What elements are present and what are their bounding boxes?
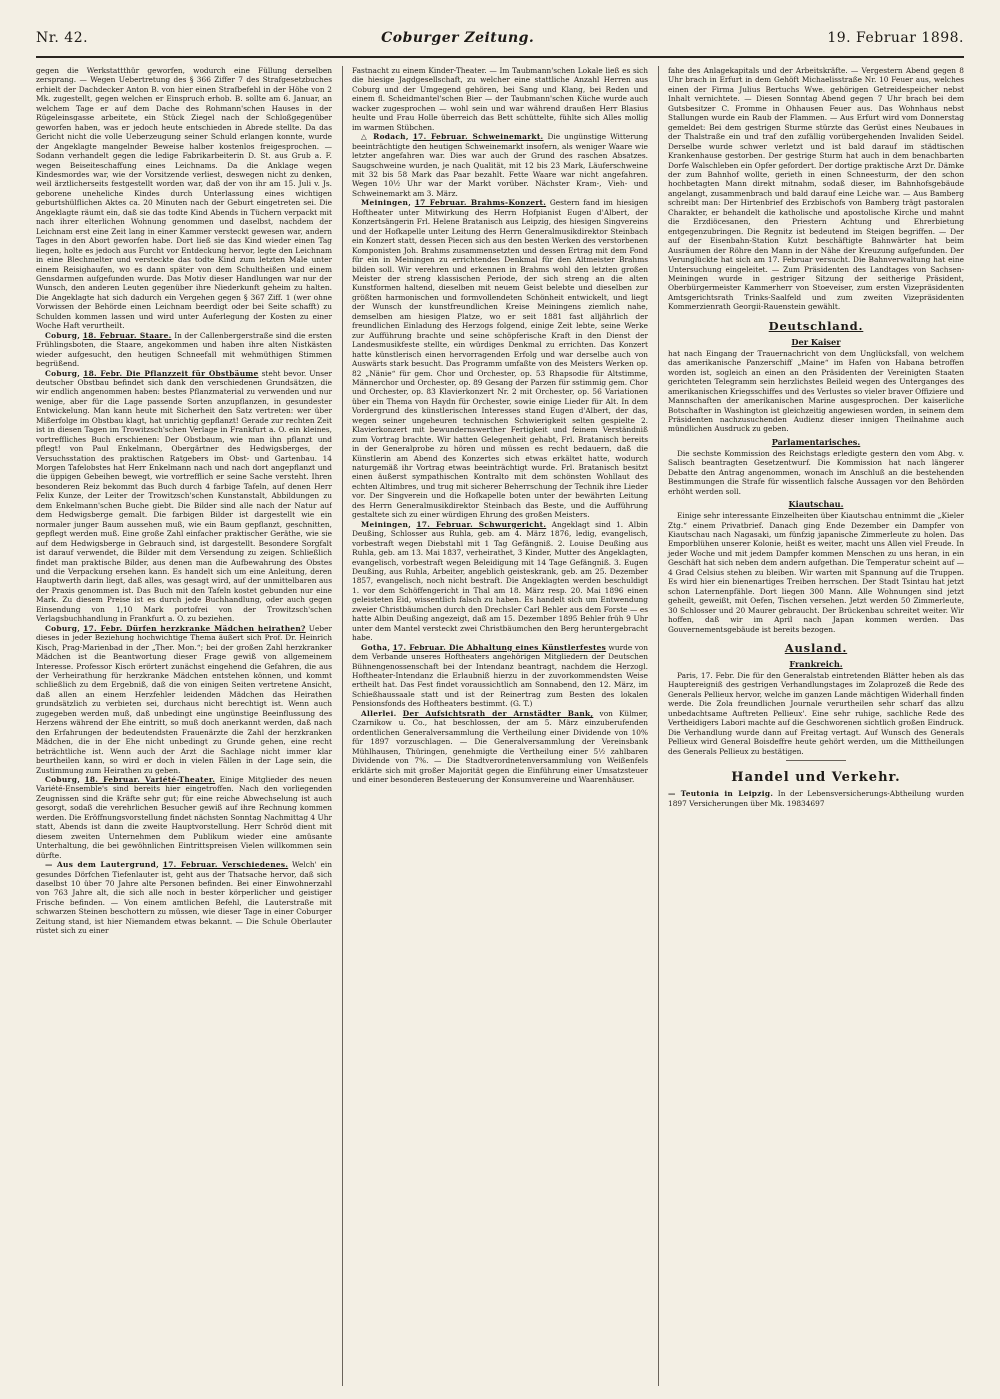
subsection-kiautschau: Kiautschau. — [788, 499, 844, 510]
article-body: Fastnacht zu einem Kinder-Theater. — Im Taubmann'schen Lokale ließ es sich die hiesige Jagdgesellschaft, zu welcher eine stattliche Anzahl Herren aus Coburg und der Umgegend gehören, bei Sang und Klang, bei Reden und einem fl. Scheidmantel'schen Bier — der Taubmann'schen Küche wurde auch wacker zugesprochen — wohl sein und war während draußen Herr Blasius heulte und Frau Holle überreich das Bett schüttelte, fühlte sich Alles mollig im warmen Stübchen. — [352, 66, 648, 132]
article-dateline: Meiningen, — [361, 519, 412, 529]
article-dateline: Coburg, — [45, 368, 81, 378]
subsection-frankreich: Frankreich. — [789, 659, 843, 670]
article-teutonia-text: In der Lebensversicherungs-Abtheilung wurden 1897 Versicherungen über Mk. 19834697 — [668, 789, 964, 808]
article-heading: 18. Februar. Variété-Theater. — [84, 774, 216, 784]
article-paragraph — [36, 775, 332, 860]
masthead-rule — [36, 56, 964, 58]
article-paragraph — [36, 331, 332, 369]
section-deutschland: Deutschland. — [768, 318, 864, 333]
article-frankreich: Paris, 17. Febr. Die für den Generalstab eintretenden Blätter heben als das Hauptereigniß des gestrigen Verhandlungstages im Zolaprozeß die Rede des Generals Pellieux hervor, welche im ganzen Lande mächtigen Widerhall finden werde. Die Zola freundlichen Journale verurtheilen sehr scharf das allzu unbedachtsame Auftreten Pellieux'. Eine sehr ruhige, sachliche Rede des Vertheidigers Labori machte auf die Geschworenen sichtlich großen Eindruck. Die Verhandlung wurde dann auf Freitag vertagt. Auf Wunsch des Generals Pellieux wird General Boisdeffre heute gehört werden, um die Mittheilungen des Generals Pellieux zu bestätigen. — [668, 671, 964, 756]
article-teutonia — [668, 789, 964, 808]
column-3-local-news — [668, 66, 964, 312]
article-heading: 17. Februar. Schweinemarkt. — [412, 132, 544, 142]
section-divider — [786, 760, 846, 761]
article-paragraph — [668, 66, 964, 312]
article-dateline: Allerlei. — [361, 708, 397, 718]
article-paragraph — [352, 66, 648, 132]
article-dateline: — Aus dem Lautergrund, — [45, 860, 159, 870]
article-heading: 18. Februar. Staare. — [82, 330, 172, 340]
section-handel: Handel und Verkehr. — [731, 770, 901, 786]
article-paragraph — [352, 643, 648, 709]
column-1 — [36, 66, 332, 1386]
article-heading: 18. Febr. Die Pflanzzeit für Obstbäume — [83, 368, 259, 378]
section-ausland: Ausland. — [784, 641, 848, 656]
article-dateline: Coburg, — [45, 774, 81, 784]
article-body: Gestern fand im hiesigen Hoftheater unter Mitwirkung des Herrn Hofpianist Eugen d'Albert, der Konzertsängerin Frl. Helene Bratanisch aus Leipzig, des hiesigen Singvereins und der Hofkapelle unter Leitung des Herrn Generalmusikdirektor Steinbach ein Konzert statt, dessen Piecen sich aus den besten Werken des verstorbenen Komponisten Joh. Brahms zusammensetzten und dessen Ertrag mit dem Fond für ein in Meiningen zu errichtendes Denkmal für den Altmeister Brahms bilden soll. Wir verehren und erkennen in Brahms wohl den letzten großen Meister der streng klassischen Periode, der sich streng an die alten Kunstformen haltend, dieselben mit neuem Geist belebte und dieselben zur größten harmonischen und formvollendeten Schönheit entwickelt, und liegt der Wunsch der kunstfreundlichen Kreise Meiningens ziemlich nahe, demselben am hiesigen Platze, wo er seit 1881 fast alljährlich der freundlichen Einladung des Herzogs folgend, einige Zeit lebte, seine Werke zur Aufführung brachte und seine schöpferische Kraft in den Dienst der Landesmusikfeste stellte, ein würdiges Denkmal zu errichten. Das Konzert hatte künstlerisch einen hervorragenden Erfolg und war derselbe auch von Auswärts stark besucht. Das Programm umfaßte von des Meisters Werken op. 82 „Nänie“ für gem. Chor und Orchester, op. 53 Rhapsodie für Altstimme, Männerchor und Orchester, op. 89 Gesang der Parzen für sstimmig gem. Chor und Orchester, op. 83 Klavierkonzert Nr. 2 mit Orchester, op. 56 Variationen über ein Thema von Haydn für Orchester, sowie einige Lieder für Alt. In dem Vordergrund des künstlerischen Interesses stand Eugen d'Albert, der das, wegen seiner ungeheuren technischen Schwierigkeit selten gespielte 2. Klavierkonzert mit bewundernswerther Fertigkeit und feinem Verständniß zum Vortrag brachte. Wir hatten Gelegenheit gehabt, Frl. Bratanisch bereits in der Generalprobe zu hören und müssen es recht bedauern, daß die Künstlerin am Abend des Konzertes sich etwas erkältet hatte, wodurch naturgemäß ihr Vortrag etwas beeinträchtigt wurde. Frl. Bratanisch besitzt einen äußerst sympathischen Kontralto mit dem schönsten Wohllaut des echten Altimbres, und trug mit sicherer Beherrschung der Technik ihre Lieder vor. Der Singverein und die Hofkapelle boten unter der bewährten Leitung des Herrn Generalmusikdirektor Steinbach das Beste, und die Aufführung gestaltete sich zu einer würdigen Ehrung des großen Meisters. — [352, 198, 648, 520]
article-paragraph — [36, 860, 332, 936]
article-heading: 17 Februar. Brahms-Konzert. — [414, 198, 547, 208]
article-body: gegen die Werkstattthür geworfen, wodurch eine Füllung derselben zersprang. — Wegen Uebertretung des § 366 Ziffer 7 des Strafgesetzbuches erhielt der Dachdecker Anton B. von hier einen Strafbefehl in der Höhe von 2 Mk. zugestellt, gegen welchen er Einspruch erhob. B. sollte am 6. Januar, an welchem Tage er auf dem Dache des Rohmann'schen Hauses in der Rügeleinsgasse arbeitete, ein Stück Ziegel nach der Schloßgegenüber geworfen haben, was er jedoch heute entschieden in Abrede stellte. Da das Gericht nicht die volle Ueberzeugung seiner Schuld erlangen konnte, wurde der Angeklagte mangelnder Beweise halber kostenlos freigesprochen. — Sodann verhandelt gegen die ledige Fabrikarbeiterin D. St. aus Grub a. F. wegen Beiseiteschaffung eines Leichnams. Da die Anklage wegen Kindesmordes war, wie der Vorsitzende verliest, deswegen nicht zu denken, weil ärztlicherseits festgestellt worden war, daß der von ihr am 15. Juli v. Js. geborene uneheliche Kindes durch Unterlassung eines wichtigen geburtshülflichen Aktes ca. 20 Minuten nach der Geburt eingetreten sei. Die Angeklagte räumt ein, daß sie das todte Kind Abends in Tüchern verpackt mit nach ihrer elterlichen Wohnung genommen und daselbst, nachdem der Leichnam erst eine Zeit lang in einer Kammer versteckt gewesen war, andern Tages in den Abort geworfen habe. Dort ließ sie das Kind wieder einen Tag liegen, holte es jedoch aus Furcht vor Entdeckung hervor, legte den Leichnam in eine Blechmelter und versteckte das todte Kind zum letzten Male unter einem Reisighaufen, wo es dann später von dem Schultheißen und einem Gensdarmen aufgefunden wurde. Das Motiv dieser Handlungen war nur der Wunsch, den anderen Leuten gegenüber ihre Niederkunft geheim zu halten. Die Angeklagte hat sich dadurch ein Vergehen gegen § 367 Ziff. 1 (wer ohne Vorwissen der Behörde einen Leichnam beerdigt oder bei Seite schafft) zu Schulden kommen lassen und wird unter Auferlegung der Kosten zu einer Woche Haft verurtheilt. — [36, 66, 332, 331]
article-body: In der Callenbergerstraße sind die ersten Frühlingsboten, die Staare, angekommen und haben ihre alten Nistkästen wieder aufgesucht, den heutigen Schneefall mit wehmüthigen Stimmen begrüßend. — [36, 330, 332, 369]
issue-date: 19. Februar 1898. — [827, 30, 964, 46]
column-3 — [658, 66, 964, 1386]
article-body: Angeklagt sind 1. Albin Deußing, Schlosser aus Ruhla, geb. am 4. März 1876, ledig, evangelisch, vorbestraft wegen Diebstahl mit 1 Tag Gefängniß. 2. Louise Deußing aus Ruhla, geb. am 13. Mai 1837, verheirathet, 3 Kinder, Mutter des Angeklagten, evangelisch, vorbestraft wegen Beleidigung mit 14 Tage Gefängniß. 3. Eugen Deußing, aus Ruhla, Arbeiter, angeblich geisteskrank, geb. am 25. Dezember 1857, evangelisch, noch nicht bestraft. Die Angeklagten werden beschuldigt 1. vor dem Schöffengericht in Thal am 18. März resp. 20. Mai 1896 einen geleisteten Eid, wissentlich falsch zu haben. Es handelt sich um Entwendung zweier Christbäumchen durch den Drechsler Carl Behler aus dem Forste — es hatte Albin Deußing angezeigt, daß am 15. Dezember 1895 Behler früh 9 Uhr unter dem Mantel versteckt zwei Christbäumchen den Berg heruntergebracht habe. — [352, 519, 648, 643]
article-heading: 17. Februar. Die Abhaltung eines Künstlerfestes — [392, 642, 607, 652]
subsection-kaiser: Der Kaiser — [791, 336, 841, 347]
article-heading: 17. Februar. Schwurgericht. — [416, 519, 547, 529]
columns — [36, 66, 964, 1386]
article-paragraph — [36, 624, 332, 775]
subsection-parlamentarisches: Parlamentarisches. — [771, 436, 861, 447]
article-body: steht bevor. Unser deutscher Obstbau befindet sich dank den verschiedenen Grundsätzen, die wir endlich angenommen haben: bestes Pflanzmaterial zu verwenden und nur wenige, aber für die Lage passende Sorten anzupflanzen, in gesundester Entwickelung. Man kann heute mit Sicherheit den Satz vertreten: wer über Mißerfolge im Obstbau klagt, hat unrichtig gepflanzt! Gerade zur rechten Zeit ist in diesen Tagen im Trowitzsch'schen Verlage in Frankfurt a. O. ein kleines, vortreffliches Buch erschienen: Der Obstbaum, wie man ihn pflanzt und pflegt! von Paul Enkelmann, Obergärtner des Hedwigsberges, der Versuchsstation des praktischen Ratgebers im Obst- und Gartenbau. 14 Morgen Tafelobstes hat Herr Enkelmann nach und nach dort angepflanzt und die üppigen Gebeihen bewegt, wie vortrefflich er seine Sache versteht. Ihren besonderen Reiz bekommt das Buch durch 4 farbige Tafeln, auf denen Herr Felix Kunze, der Leiter der Trowitzsch'schen Kunstanstalt, Abbildungen zu dem Enkelmann'schen Buche giebt. Die Bilder sind alle nach der Natur auf dem Hedwigsberge gemalt. Die farbigen Bilder ist dargestellt wie ein normaler junger Baum aussehen muß, wie ein Baum gepflanzt, geschnitten, gepflegt werden muß. Eine große Zahl einfacher praktischer Geräthe, wie sie auf dem Hedwigsberge in Gebrauch sind, ist dargestellt. Besondere Sorgfalt ist darauf verwendet, die Bilder mit dem Versendung zu zeigen. Schließlich findet man praktische Bilder, aus denen man die Aufbewahrung des Obstes und die Verpackung ersehen kann. Es handelt sich um eine Anleitung, deren Hauptwerth darin liegt, daß alles, was gesagt wird, auf der unmittelbaren aus der Praxis genommen ist. Das Buch mit den Tafeln kostet gebunden nur eine Mark. Zu diesem Preise ist es durch jede Buchhandlung, oder auch gegen Einsendung von 1,10 Mark portofrei von der Trowitzsch'schen Verlagsbuchhandlung in Frankfurt a. O. zu beziehen. — [36, 368, 332, 624]
article-dateline: Gotha, — [361, 642, 391, 652]
article-dateline: Coburg, — [45, 330, 81, 340]
article-paragraph — [352, 132, 648, 198]
article-teutonia-lead: — Teutonia in Leipzig. — [668, 789, 774, 799]
article-dateline: Meiningen, — [361, 198, 412, 208]
article-heading: 17. Febr. Dürfen herzkranke Mädchen heirathen? — [83, 623, 306, 633]
article-paragraph — [352, 709, 648, 785]
article-body: wurde von dem Verbande unseres Hoftheaters angehörigen Mitgliedern der Deutschen Bühnengenossenschaft bei der Intendanz beantragt, nachdem die Herzogl. Hoftheater-Intendanz die Erlaubniß hierzu in der zuvorkommendsten Weise ertheilt hat. Das Fest findet voraussichtlich am Sonnabend, den 12. März, im Schießhaussaale statt und ist der Reinertrag zum Besten des lokalen Pensionsfonds des Hoftheaters bestimmt. (G. T.) — [352, 642, 648, 709]
article-heading: 17. Februar. Verschiedenes. — [162, 860, 289, 870]
article-body: Die ungünstige Witterung beeinträchtigte den heutigen Schweinemarkt insofern, als weniger Waare wie letzter angefahren war. Dies war auch der Grund des raschen Absatzes. Saugschweine wurden, je nach Qualität, mit 12 bis 23 Mark, Läuferschweine mit 32 bis 58 Mark das Paar bezahlt. Fette Waare war nicht angefahren. Wegen 10½ Uhr war der Markt vorüber. Nächster Kram-, Vieh- und Schweinemarkt am 3. März. — [352, 132, 648, 198]
article-paragraph — [352, 520, 648, 643]
issue-number: Nr. 42. — [36, 30, 89, 46]
article-paragraph — [352, 198, 648, 519]
article-dateline: △ Rodach, — [361, 132, 409, 142]
article-body: von Külmer, Czarnikow u. Co., hat beschlossen, der am 5. März einzuberufenden ordentlichen Generalversammlung die Vertheilung einer Dividende von 10% für 1897 vorzuschlagen. — Die Generalversammlung der Vereinsbank Mühlhausen, Thüringen, genehmigte die Vertheilung einer 5½ zahlbaren Dividende von 7%. — Die Stadtverordnetenversammlung von Weißenfels erklärte sich mit großer Majorität gegen die Einführung einer Umsatzsteuer und einer besonderen Besteuerung der Konsumvereine und Waarenhäuser. — [352, 708, 648, 784]
article-kiautschau: Einige sehr interessante Einzelheiten über Kiautschau entnimmt die „Kieler Ztg.“ einem Privatbrief. Danach ging Ende Dezember ein Dampfer von Kiautschau nach Nagasaki, um fünfzig japanische Zimmerleute zu holen. Das Emporblühen unserer Kolonie, heißt es weiter, macht uns Allen viel Freude. In jeder Woche und mit jedem Dampfer kommen Menschen zu uns heran, in ein Geschäft hat sich neben dem andern aufgethan. Die Temperatur scheint auf — 4 Grad Celsius stehen zu bleiben. Wir warten mit Spannung auf die Truppen. Es wird hier ein bienenartiges Treiben herrschen. Der Stadt Tsintau hat jetzt schon Laternenpfähle. Dort liegen 300 Mann. Alle Wohnungen sind jetzt geheilt, geweißt, mit Oefen, Tischen versehen. Jetzt werden 50 Zimmerleute, 30 Schlosser und 20 Maurer gebraucht. Der Brückenbau schreitet weiter. Wir hoffen, daß wir im April nach Japan kommen werden. Das Gouvernementsgebäude ist bereits bezogen. — [668, 511, 964, 634]
newspaper-title: Coburger Zeitung. — [381, 30, 535, 46]
column-2 — [342, 66, 648, 1386]
article-body: Ueber dieses in jeder Beziehung hochwichtige Thema äußert sich Prof. Dr. Heinrich Kisch, Prag-Marienbad in der „Ther. Mon.“; bei der großen Zahl herzkranker Mädchen ist die Beantwortung dieser Frage gewiß von allgemeinem Interesse. Professor Kisch erörtert zunächst eingehend die Gefahren, die aus der Verheirathung für herzkranke Mädchen entstehen können, und kommt schließlich zu dem Ergebniß, daß die von einigen Seiten vertretene Ansicht, daß allen an einem Herzfehler leidenden Mädchen das Heirathen grundsätzlich zu verbieten sei, durchaus nicht berechtigt ist. Wenn auch zugegeben werden muß, daß unbedingt eine ungünstige Beeinflussung des Herzens während der Ehe eintritt, so muß doch anerkannt werden, daß nach den Erfahrungen der bedeutendsten Frauenärzte die Zahl der herzkranken Mädchen, die in der Ehe nicht unbedingt zu Grunde gehen, eine recht beträchtliche ist. Wenn auch der Arzt die Sachlage nicht immer klar beurtheilen kann, so wird er doch in vielen Fällen in der Lage sein, die Zustimmung zum Heirathen zu geben. — [36, 623, 332, 775]
article-dateline: Coburg, — [45, 623, 81, 633]
article-heading: Der Aufsichtsrath der Arnstädter Bank, — [402, 708, 594, 718]
article-paragraph — [36, 66, 332, 331]
article-parlamentarisches: Die sechste Kommission des Reichstags erledigte gestern den vom Abg. v. Salisch beantragten Gesetzentwurf. Die Kommission hat nach längerer Debatte den Antrag angenommen, wonach im Anschluß an die bestehenden Bestimmungen die Strafe für wissentlich falsche Aussagen vor den Behörden erhöht werden soll. — [668, 448, 964, 496]
article-kaiser: hat nach Eingang der Trauernachricht von dem Unglücksfall, von welchem das amerikanische Panzerschiff „Maine“ im Hafen von Habana betroffen worden ist, sogleich an einen an den Präsidenten der Vereinigten Staaten gerichteten Telegramm sein herzlichstes Beileid wegen des Unterganges des amerikanischen Kriegsschiffes und des Verlustes so vieler braver Offiziere und Mannschaften der amerikanischen Marine ausgesprochen. Der kaiserliche Botschafter in Washington ist gleichzeitig angewiesen worden, in seinem dem Präsidenten nachzusuchenden Audienz dieser innigen Theilnahme auch mündlichen Ausdruck zu geben. — [668, 348, 964, 434]
article-body: Einige Mitglieder des neuen Variété-Ensemble's sind bereits hier eingetroffen. Nach den vorliegenden Zeugnissen sind die Kräfte sehr gut; für eine reiche Abwechselung ist auch gesorgt, sodaß die verehrlichen Besucher gewiß auf ihre Rechnung kommen werden. Die Eröffnungsvorstellung findet nächsten Sonntag Nachmittag 4 Uhr statt, Abends ist dann die zweite Hauptvorstellung. Herr Schröd dient mit diesem zweiten Unternehmen dem Publikum wieder eine amüsante Unterhaltung, die bei gewöhnlichen Eintrittspreisen Vielen willkommen sein dürfte. — [36, 774, 332, 860]
article-body: Welch' ein gesundes Dörfchen Tiefenlauter ist, geht aus der Thatsache hervor, daß sich daselbst 10 über 70 Jahre alte Personen befinden. Bei einer Einwohnerzahl von 763 Jahre alt, die sich alle noch in bester körperlicher und geistiger Frische befinden. — Von einem amtlichen Befehl, die Lauterstraße mit schwarzen Steinen beschottern zu müssen, wie dieser Tage in einer Coburger Zeitung stand, ist hier Niemandem etwas bekannt. — Die Schule Oberlauter rüstet sich zu einer — [36, 860, 332, 936]
article-paragraph — [36, 369, 332, 624]
masthead — [36, 30, 964, 50]
article-body: fahe des Anlagekapitals und der Arbeitskräfte. — Vergestern Abend gegen 8 Uhr brach in Erfurt in dem Gehöft Michaelisstraße Nr. 10 Feuer aus, welches einen der Firma Julius Bertuchs Wwe. gehörigen Getreidespeicher nebst Inhalt vernichtete. — Diesen Sonntag Abend gegen 7 Uhr brach bei dem Gutsbesitzer C. Fromme in Ohhausen Feuer aus. Das Wohnhaus nebst Stallungen wurde ein Raub der Flammen. — Aus Erfurt wird vom Donnerstag gemeldet: Bei dem gestrigen Sturme stürzte das Gerüst eines Neubaues in der Thalstraße ein und traf den zufällig vorübergehenden Invaliden Seidel. Derselbe wurde schwer verletzt und ist bald darauf im städtischen Krankenhause gestorben. Der gestrige Sturm hat auch in dem benachbarten Dorfe Walschleben ein Opfer gefordert. Der dortige praktische Arzt Dr. Dämke der zum Bahnhof wollte, gerieth in einen Schneesturm, der den schon hochbetagten Mann direkt mitnahm, sodaß dieser, im Bahnhofsgebäude angelangt, zusammenbrach und bald darauf eine Leiche war. — Aus Bamberg schreibt man: Der Hirtenbrief des Erzbischofs von Bamberg trägt pastoralen Charakter, er behandelt die katholische und apostolische Kirche und mahnt die Erzdiöcesanen, den Priestern Achtung und Ehrerbietung entgegenzubringen. Die Regnitz ist bedeutend im Steigen begriffen. — Der auf der Eisenbahn-Station Kutzt beschäftigte Bahnwärter hat beim Ausräumen der Röhre den Mann in der Nähe der Kreuzung aufgefunden. Der Verunglückte hat sich am 17. Februar versucht. Die Bahnverwaltung hat eine Untersuchung eingeleitet. — Zum Präsidenten des Landtages von Sachsen-Meiningen wurde in gestriger Sitzung der seitherige Präsident, Oberbürgermeister Kammerherr von Stoeveiser, zum ersten Vizepräsidenten Amtsgerichtsrath Trinks-Saalfeld und zum zweiten Vizepräsidenten Kommerzienrath Georgii-Rauenstein gewählt. — [668, 66, 964, 312]
